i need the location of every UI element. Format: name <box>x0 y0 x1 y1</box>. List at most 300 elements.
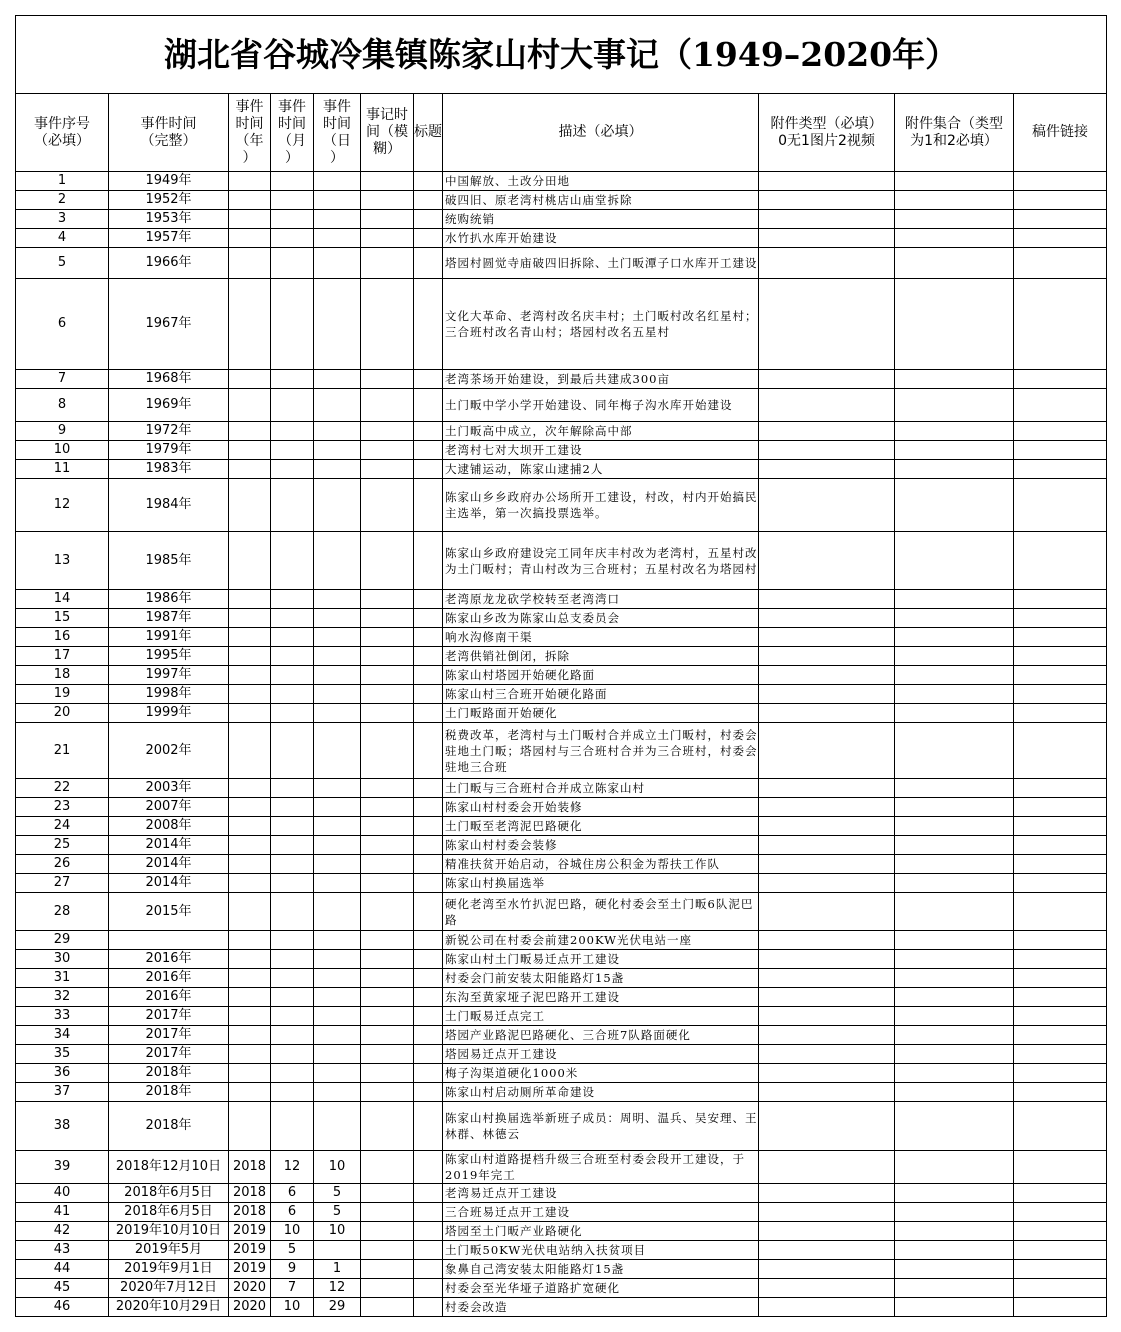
cell-attach-set <box>895 532 1014 590</box>
cell-year: 2020 <box>229 1279 271 1298</box>
cell-day <box>314 191 361 210</box>
cell-year <box>229 210 271 229</box>
cell-attach-set <box>895 931 1014 950</box>
cell-year <box>229 704 271 723</box>
cell-day <box>314 723 361 779</box>
cell-seq: 34 <box>16 1026 109 1045</box>
cell-time: 1985年 <box>109 532 229 590</box>
table-row <box>16 969 1107 988</box>
cell-time: 2002年 <box>109 723 229 779</box>
cell-month <box>271 441 314 460</box>
table-row <box>16 1279 1107 1298</box>
cell-desc: 村委会门前安装太阳能路灯15盏 <box>443 969 759 988</box>
cell-link <box>1014 229 1107 248</box>
cell-attach-set <box>895 1241 1014 1260</box>
cell-seq: 1 <box>16 172 109 191</box>
cell-link <box>1014 893 1107 931</box>
cell-link <box>1014 590 1107 609</box>
cell-title <box>414 1241 443 1260</box>
cell-fuzzy-time <box>361 1222 414 1241</box>
cell-title <box>414 628 443 647</box>
cell-attach-type <box>759 229 895 248</box>
cell-seq: 16 <box>16 628 109 647</box>
cell-seq: 20 <box>16 704 109 723</box>
cell-month <box>271 389 314 422</box>
cell-attach-type <box>759 1102 895 1151</box>
cell-attach-type <box>759 1241 895 1260</box>
cell-year <box>229 590 271 609</box>
cell-title <box>414 931 443 950</box>
cell-fuzzy-time <box>361 1045 414 1064</box>
cell-link <box>1014 817 1107 836</box>
cell-attach-type <box>759 1222 895 1241</box>
cell-desc: 破四旧、原老湾村桃店山庙堂拆除 <box>443 191 759 210</box>
events-table <box>15 15 1107 1317</box>
cell-attach-type <box>759 479 895 532</box>
cell-year <box>229 836 271 855</box>
cell-day: 5 <box>314 1184 361 1203</box>
table-row <box>16 704 1107 723</box>
cell-attach-type <box>759 893 895 931</box>
cell-title <box>414 817 443 836</box>
cell-title <box>414 950 443 969</box>
cell-fuzzy-time <box>361 389 414 422</box>
cell-seq: 32 <box>16 988 109 1007</box>
cell-attach-set <box>895 969 1014 988</box>
cell-link <box>1014 969 1107 988</box>
table-row <box>16 893 1107 931</box>
cell-link <box>1014 931 1107 950</box>
cell-desc: 三合班易迁点开工建设 <box>443 1203 759 1222</box>
table-row <box>16 248 1107 279</box>
cell-month <box>271 931 314 950</box>
cell-month <box>271 1007 314 1026</box>
cell-fuzzy-time <box>361 817 414 836</box>
cell-day <box>314 874 361 893</box>
table-row <box>16 1064 1107 1083</box>
cell-seq: 28 <box>16 893 109 931</box>
cell-seq: 27 <box>16 874 109 893</box>
cell-title <box>414 441 443 460</box>
cell-desc: 中国解放、土改分田地 <box>443 172 759 191</box>
cell-fuzzy-time <box>361 1298 414 1317</box>
cell-year: 2020 <box>229 1298 271 1317</box>
cell-title <box>414 422 443 441</box>
cell-seq: 6 <box>16 279 109 370</box>
cell-month <box>271 191 314 210</box>
cell-attach-set <box>895 609 1014 628</box>
cell-title <box>414 893 443 931</box>
cell-time: 2019年10月10日 <box>109 1222 229 1241</box>
cell-seq: 23 <box>16 798 109 817</box>
cell-title <box>414 172 443 191</box>
cell-year <box>229 1026 271 1045</box>
cell-attach-set <box>895 479 1014 532</box>
table-row <box>16 389 1107 422</box>
cell-month: 6 <box>271 1203 314 1222</box>
cell-desc: 大逮铺运动，陈家山逮捕2人 <box>443 460 759 479</box>
cell-link <box>1014 1222 1107 1241</box>
page-title: 湖北省谷城冷集镇陈家山村大事记（1949–2020年） <box>16 16 1107 94</box>
cell-fuzzy-time <box>361 1184 414 1203</box>
table-row <box>16 666 1107 685</box>
cell-day: 1 <box>314 1260 361 1279</box>
table-row <box>16 836 1107 855</box>
cell-year <box>229 422 271 441</box>
cell-link <box>1014 1241 1107 1260</box>
table-row <box>16 685 1107 704</box>
cell-year: 2019 <box>229 1241 271 1260</box>
cell-title <box>414 532 443 590</box>
table-row <box>16 1203 1107 1222</box>
cell-seq: 44 <box>16 1260 109 1279</box>
cell-title <box>414 191 443 210</box>
cell-day: 29 <box>314 1298 361 1317</box>
cell-attach-type <box>759 210 895 229</box>
cell-title <box>414 229 443 248</box>
cell-link <box>1014 532 1107 590</box>
cell-attach-set <box>895 389 1014 422</box>
cell-day <box>314 279 361 370</box>
cell-fuzzy-time <box>361 798 414 817</box>
cell-link <box>1014 1026 1107 1045</box>
cell-desc: 土门畈与三合班村合并成立陈家山村 <box>443 779 759 798</box>
cell-attach-type <box>759 1279 895 1298</box>
cell-link <box>1014 647 1107 666</box>
cell-desc: 陈家山村换届选举 <box>443 874 759 893</box>
cell-time: 1986年 <box>109 590 229 609</box>
cell-attach-set <box>895 1279 1014 1298</box>
cell-desc: 陈家山村换届选举新班子成员：周明、温兵、吴安理、王林群、林德云 <box>443 1102 759 1151</box>
cell-attach-set <box>895 893 1014 931</box>
cell-desc: 陈家山村启动厕所革命建设 <box>443 1083 759 1102</box>
cell-year <box>229 666 271 685</box>
cell-link <box>1014 1007 1107 1026</box>
cell-month <box>271 1045 314 1064</box>
cell-title <box>414 704 443 723</box>
table-row <box>16 1222 1107 1241</box>
cell-day <box>314 590 361 609</box>
cell-fuzzy-time <box>361 609 414 628</box>
cell-link <box>1014 988 1107 1007</box>
cell-attach-set <box>895 590 1014 609</box>
cell-fuzzy-time <box>361 210 414 229</box>
cell-desc: 土门畈路面开始硬化 <box>443 704 759 723</box>
cell-fuzzy-time <box>361 1102 414 1151</box>
cell-year: 2019 <box>229 1222 271 1241</box>
cell-attach-set <box>895 1203 1014 1222</box>
cell-month <box>271 370 314 389</box>
cell-day <box>314 532 361 590</box>
cell-time: 2018年6月5日 <box>109 1184 229 1203</box>
cell-fuzzy-time <box>361 441 414 460</box>
cell-time: 1979年 <box>109 441 229 460</box>
table-row <box>16 1260 1107 1279</box>
cell-attach-set <box>895 666 1014 685</box>
cell-desc: 陈家山村道路提档升级三合班至村委会段开工建设，于2019年完工 <box>443 1151 759 1184</box>
cell-desc: 硬化老湾至水竹扒泥巴路，硬化村委会至土门畈6队泥巴路 <box>443 893 759 931</box>
title-row <box>16 16 1107 94</box>
cell-seq: 17 <box>16 647 109 666</box>
cell-day <box>314 666 361 685</box>
cell-year <box>229 685 271 704</box>
cell-title <box>414 1083 443 1102</box>
cell-fuzzy-time <box>361 666 414 685</box>
cell-title <box>414 855 443 874</box>
cell-attach-type <box>759 685 895 704</box>
cell-fuzzy-time <box>361 590 414 609</box>
cell-time: 1966年 <box>109 248 229 279</box>
cell-time: 2016年 <box>109 950 229 969</box>
cell-fuzzy-time <box>361 1279 414 1298</box>
cell-desc: 土门畈高中成立，次年解除高中部 <box>443 422 759 441</box>
cell-link <box>1014 1102 1107 1151</box>
cell-attach-type <box>759 1151 895 1184</box>
cell-month <box>271 969 314 988</box>
cell-day <box>314 969 361 988</box>
cell-time: 2014年 <box>109 855 229 874</box>
cell-year <box>229 931 271 950</box>
cell-title <box>414 1203 443 1222</box>
cell-title <box>414 1260 443 1279</box>
cell-month: 5 <box>271 1241 314 1260</box>
cell-time: 2018年 <box>109 1083 229 1102</box>
cell-seq: 3 <box>16 210 109 229</box>
cell-year <box>229 479 271 532</box>
cell-day <box>314 422 361 441</box>
cell-year <box>229 229 271 248</box>
cell-month <box>271 1026 314 1045</box>
cell-attach-type <box>759 817 895 836</box>
cell-month: 6 <box>271 1184 314 1203</box>
cell-day: 10 <box>314 1222 361 1241</box>
cell-time: 2019年5月 <box>109 1241 229 1260</box>
cell-fuzzy-time <box>361 248 414 279</box>
cell-month <box>271 248 314 279</box>
cell-desc: 陈家山村塔园开始硬化路面 <box>443 666 759 685</box>
cell-link <box>1014 389 1107 422</box>
cell-fuzzy-time <box>361 1241 414 1260</box>
cell-year <box>229 874 271 893</box>
cell-attach-type <box>759 931 895 950</box>
cell-time: 2016年 <box>109 988 229 1007</box>
table-row <box>16 1102 1107 1151</box>
cell-year <box>229 1007 271 1026</box>
cell-link <box>1014 279 1107 370</box>
cell-link <box>1014 1279 1107 1298</box>
cell-link <box>1014 370 1107 389</box>
table-row <box>16 855 1107 874</box>
cell-desc: 村委会改造 <box>443 1298 759 1317</box>
cell-seq: 15 <box>16 609 109 628</box>
cell-day <box>314 685 361 704</box>
cell-attach-type <box>759 1045 895 1064</box>
table-body <box>16 172 1107 1317</box>
table-row <box>16 779 1107 798</box>
cell-time: 1972年 <box>109 422 229 441</box>
cell-attach-set <box>895 441 1014 460</box>
cell-day <box>314 836 361 855</box>
cell-seq: 45 <box>16 1279 109 1298</box>
cell-title <box>414 279 443 370</box>
cell-month <box>271 210 314 229</box>
cell-time: 1999年 <box>109 704 229 723</box>
cell-month <box>271 628 314 647</box>
cell-seq: 9 <box>16 422 109 441</box>
cell-time: 1995年 <box>109 647 229 666</box>
cell-attach-set <box>895 779 1014 798</box>
cell-year <box>229 441 271 460</box>
cell-desc: 陈家山村村委会装修 <box>443 836 759 855</box>
cell-attach-set <box>895 647 1014 666</box>
cell-seq: 24 <box>16 817 109 836</box>
cell-desc: 东沟至黄家垭子泥巴路开工建设 <box>443 988 759 1007</box>
cell-day <box>314 817 361 836</box>
cell-desc: 土门畈50KW光伏电站纳入扶贫项目 <box>443 1241 759 1260</box>
cell-attach-type <box>759 666 895 685</box>
table-row <box>16 798 1107 817</box>
cell-year <box>229 628 271 647</box>
cell-year <box>229 172 271 191</box>
cell-attach-set <box>895 210 1014 229</box>
cell-day <box>314 1026 361 1045</box>
cell-fuzzy-time <box>361 855 414 874</box>
cell-seq: 31 <box>16 969 109 988</box>
cell-attach-set <box>895 1064 1014 1083</box>
cell-time: 2014年 <box>109 874 229 893</box>
cell-attach-set <box>895 1298 1014 1317</box>
table-row <box>16 1083 1107 1102</box>
cell-title <box>414 685 443 704</box>
cell-title <box>414 666 443 685</box>
cell-seq: 22 <box>16 779 109 798</box>
cell-fuzzy-time <box>361 628 414 647</box>
cell-day <box>314 647 361 666</box>
cell-month <box>271 704 314 723</box>
cell-month <box>271 460 314 479</box>
cell-time: 1984年 <box>109 479 229 532</box>
cell-attach-type <box>759 1184 895 1203</box>
cell-title <box>414 723 443 779</box>
cell-year <box>229 988 271 1007</box>
cell-attach-type <box>759 1203 895 1222</box>
cell-time <box>109 931 229 950</box>
cell-day: 10 <box>314 1151 361 1184</box>
cell-time: 1969年 <box>109 389 229 422</box>
cell-fuzzy-time <box>361 950 414 969</box>
cell-fuzzy-time <box>361 191 414 210</box>
cell-month <box>271 422 314 441</box>
cell-attach-set <box>895 172 1014 191</box>
cell-desc: 税费改革，老湾村与土门畈村合并成立土门畈村，村委会驻地土门畈；塔园村与三合班村合并为三合班村，村委会驻地三合班 <box>443 723 759 779</box>
header-col-year: 事件 时间 （年 ） <box>229 94 271 172</box>
cell-attach-set <box>895 628 1014 647</box>
header-col-attach-set: 附件集合（类型 为1和2必填） <box>895 94 1014 172</box>
cell-year <box>229 855 271 874</box>
cell-title <box>414 1064 443 1083</box>
cell-attach-type <box>759 1007 895 1026</box>
cell-fuzzy-time <box>361 685 414 704</box>
cell-day <box>314 370 361 389</box>
cell-fuzzy-time <box>361 422 414 441</box>
table-row <box>16 647 1107 666</box>
cell-desc: 精准扶贫开始启动，谷城住房公积金为帮扶工作队 <box>443 855 759 874</box>
cell-day <box>314 172 361 191</box>
cell-fuzzy-time <box>361 532 414 590</box>
cell-day <box>314 1083 361 1102</box>
cell-attach-type <box>759 191 895 210</box>
cell-seq: 19 <box>16 685 109 704</box>
cell-title <box>414 210 443 229</box>
cell-fuzzy-time <box>361 723 414 779</box>
cell-fuzzy-time <box>361 1260 414 1279</box>
cell-title <box>414 248 443 279</box>
cell-day <box>314 798 361 817</box>
cell-seq: 25 <box>16 836 109 855</box>
cell-link <box>1014 779 1107 798</box>
cell-link <box>1014 798 1107 817</box>
cell-seq: 41 <box>16 1203 109 1222</box>
cell-attach-type <box>759 723 895 779</box>
cell-year <box>229 248 271 279</box>
cell-desc: 陈家山村村委会开始装修 <box>443 798 759 817</box>
table-row <box>16 1007 1107 1026</box>
cell-seq: 37 <box>16 1083 109 1102</box>
cell-time: 1991年 <box>109 628 229 647</box>
header-col-attach-type: 附件类型（必填） 0无1图片2视频 <box>759 94 895 172</box>
cell-month <box>271 666 314 685</box>
cell-seq: 42 <box>16 1222 109 1241</box>
cell-fuzzy-time <box>361 1083 414 1102</box>
cell-time: 1968年 <box>109 370 229 389</box>
cell-month <box>271 532 314 590</box>
cell-year <box>229 798 271 817</box>
cell-desc: 土门畈易迁点完工 <box>443 1007 759 1026</box>
cell-link <box>1014 1151 1107 1184</box>
cell-day <box>314 229 361 248</box>
cell-attach-type <box>759 609 895 628</box>
cell-time: 1987年 <box>109 609 229 628</box>
cell-year <box>229 723 271 779</box>
cell-fuzzy-time <box>361 172 414 191</box>
table-row <box>16 590 1107 609</box>
cell-year <box>229 1083 271 1102</box>
cell-desc: 文化大革命、老湾村改名庆丰村；土门畈村改名红星村；三合班村改名青山村；塔园村改名五星村 <box>443 279 759 370</box>
cell-attach-type <box>759 422 895 441</box>
cell-desc: 统购统销 <box>443 210 759 229</box>
cell-time: 2019年9月1日 <box>109 1260 229 1279</box>
cell-attach-type <box>759 1064 895 1083</box>
cell-attach-set <box>895 1083 1014 1102</box>
cell-year: 2018 <box>229 1151 271 1184</box>
cell-desc: 塔园至土门畈产业路硬化 <box>443 1222 759 1241</box>
cell-attach-set <box>895 422 1014 441</box>
cell-title <box>414 1279 443 1298</box>
cell-time: 2008年 <box>109 817 229 836</box>
cell-attach-set <box>895 685 1014 704</box>
cell-title <box>414 590 443 609</box>
cell-link <box>1014 685 1107 704</box>
cell-link <box>1014 855 1107 874</box>
cell-month: 12 <box>271 1151 314 1184</box>
cell-month <box>271 229 314 248</box>
cell-day <box>314 893 361 931</box>
cell-month <box>271 893 314 931</box>
table-row <box>16 370 1107 389</box>
cell-attach-type <box>759 874 895 893</box>
cell-attach-set <box>895 279 1014 370</box>
cell-day <box>314 441 361 460</box>
